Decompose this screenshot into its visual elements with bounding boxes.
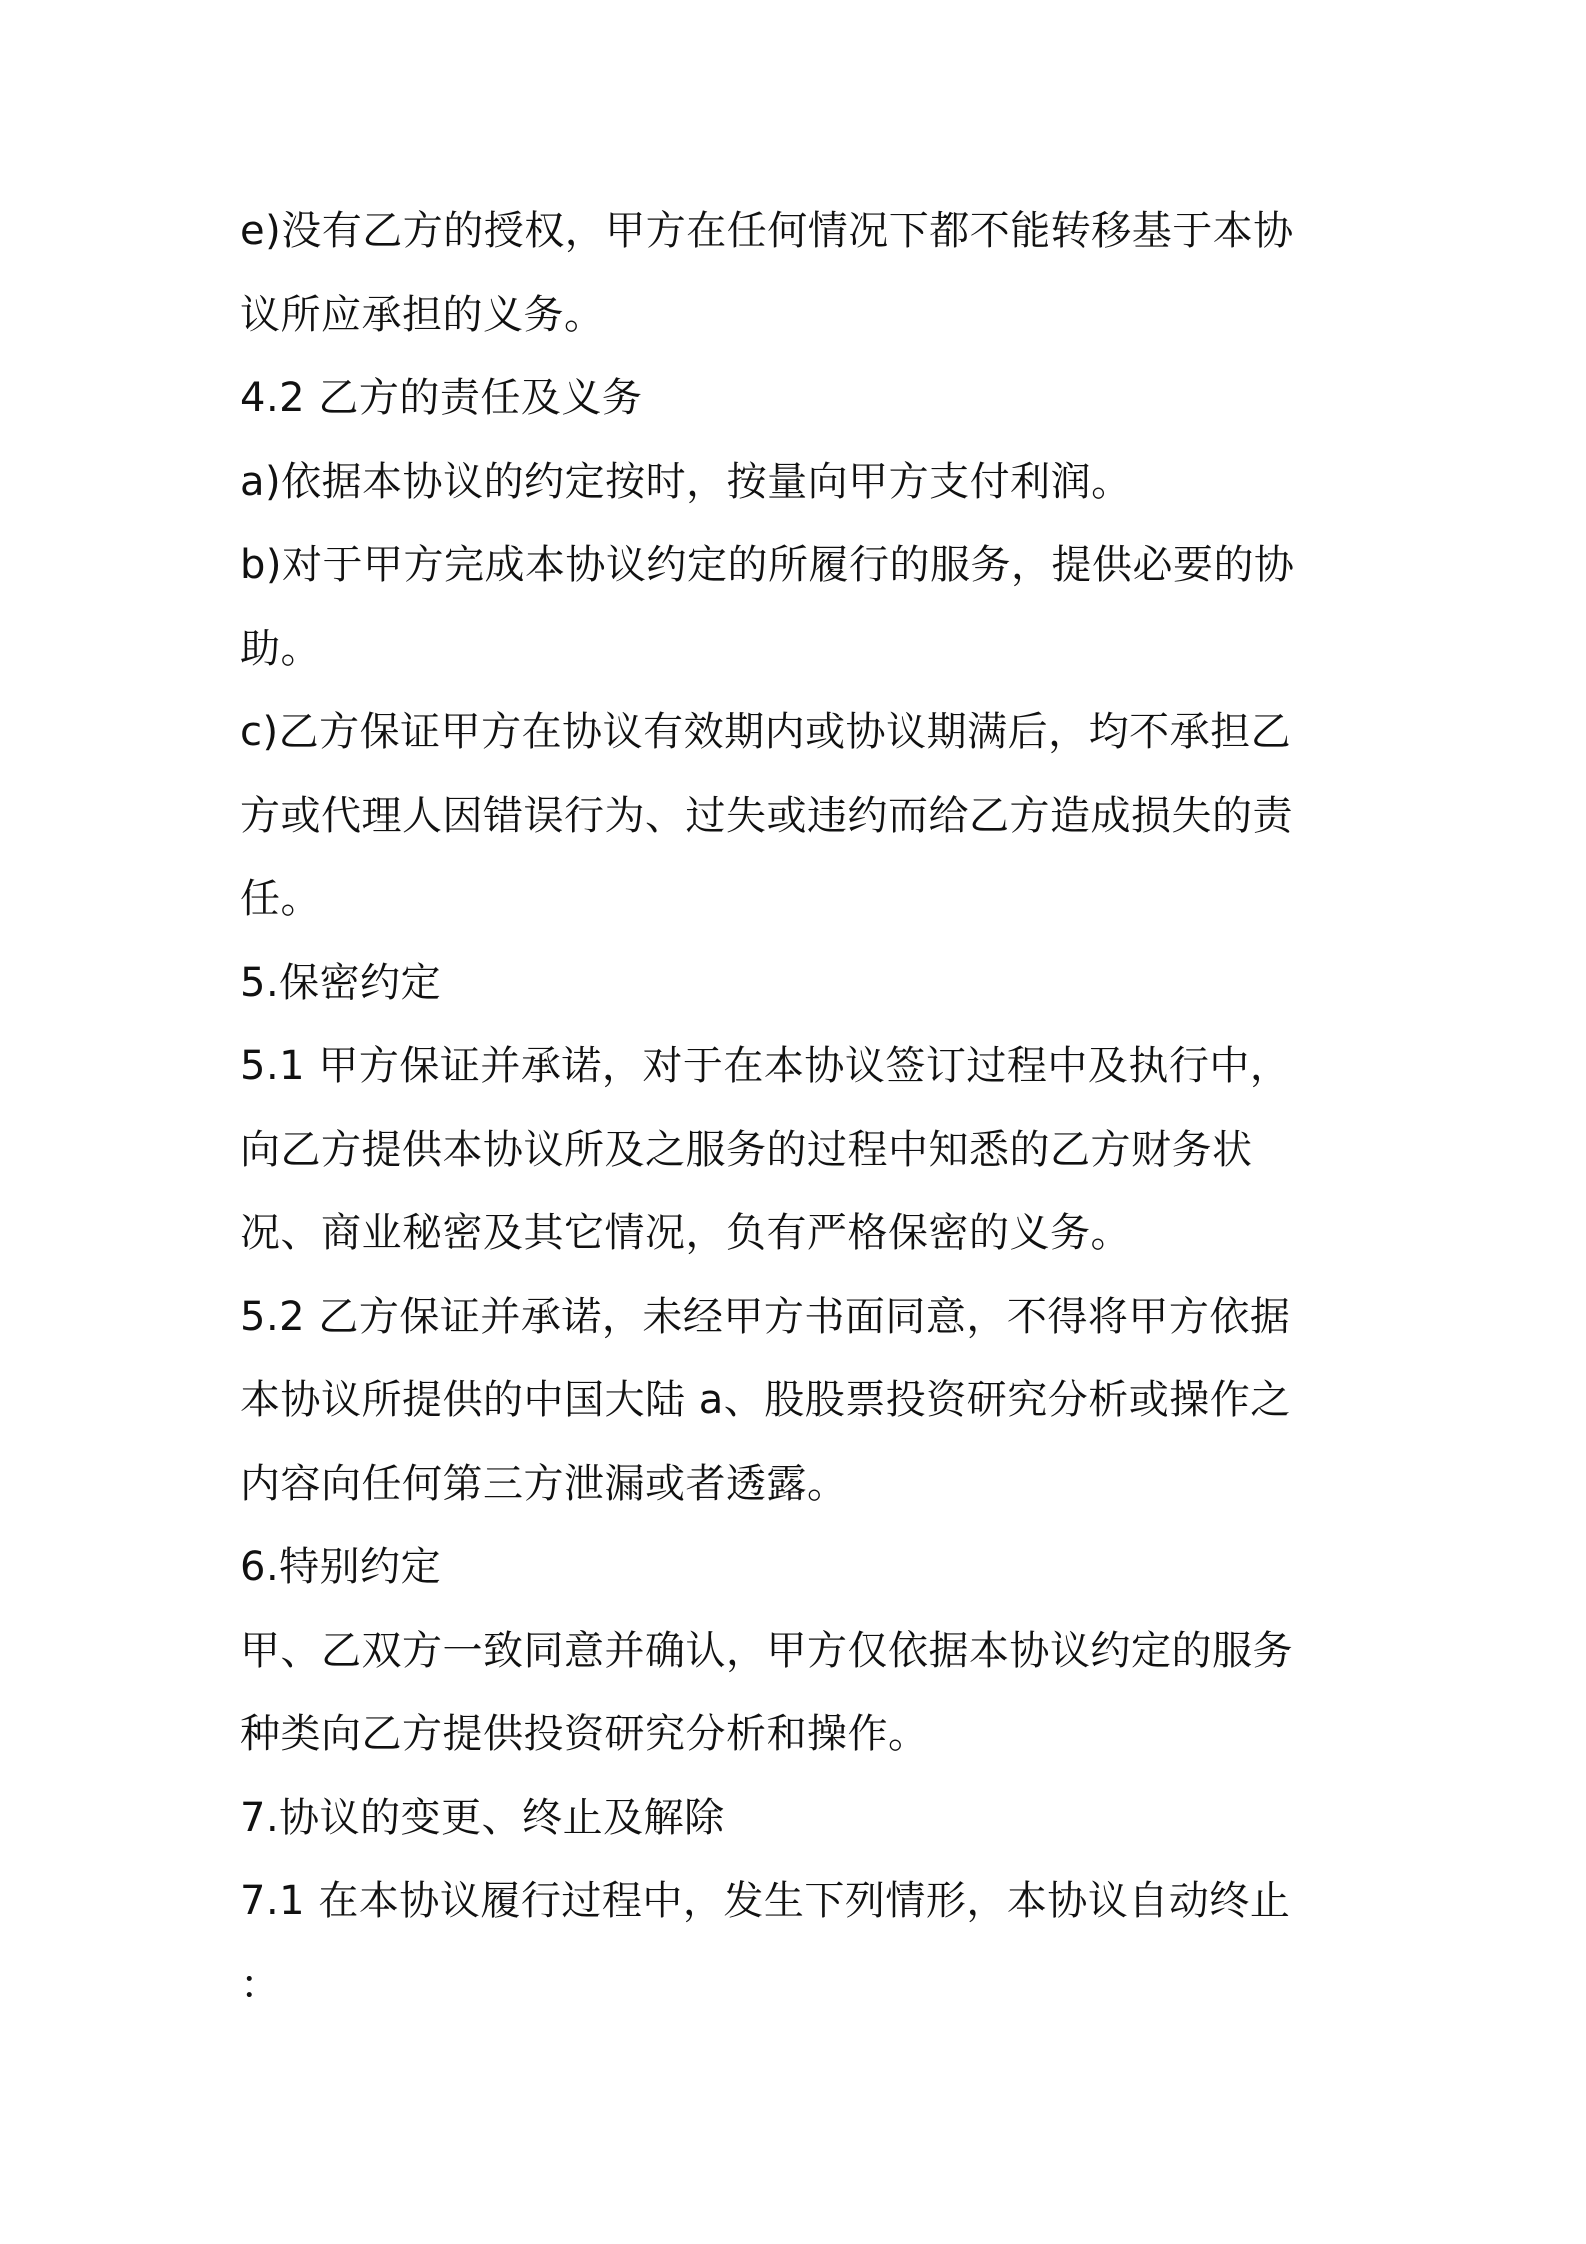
document-page: [240, 190, 1355, 2027]
text-line: e)没有乙方的授权，甲方在任何情况下都不能转移基于本协: [240, 208, 1294, 254]
text-line: 况、商业秘密及其它情况，负有严格保密的义务。: [240, 1210, 1131, 1256]
section-heading: 5.保密约定: [240, 959, 442, 1006]
text-line: 助。: [240, 625, 321, 672]
text-line: 7.1 在本协议履行过程中，发生下列情形，本协议自动终止: [240, 1878, 1291, 1924]
text-line: 5.1 甲方保证并承诺，对于在本协议签订过程中及执行中，: [240, 1043, 1291, 1089]
text-line: ：: [240, 1961, 281, 2008]
text-line: 任。: [240, 876, 321, 922]
text-line: 5.2 乙方保证并承诺，未经甲方书面同意，不得将甲方依据: [240, 1293, 1291, 1340]
text-line: 方或代理人因错误行为、过失或违约而给乙方造成损失的责: [240, 792, 1293, 839]
text-line: 向乙方提供本协议所及之服务的过程中知悉的乙方财务状: [240, 1126, 1253, 1173]
section-heading: 7.协议的变更、终止及解除: [240, 1794, 725, 1841]
text-line: 本协议所提供的中国大陆 a、股股票投资研究分析或操作之: [240, 1377, 1291, 1423]
text-line: b)对于甲方完成本协议约定的所履行的服务，提供必要的协: [240, 542, 1295, 588]
text-line: a)依据本协议的约定按时，按量向甲方支付利润。: [240, 458, 1132, 505]
section-heading: 6.特别约定: [240, 1544, 442, 1590]
text-line: 甲、乙双方一致同意并确认，甲方仅依据本协议约定的服务: [240, 1627, 1293, 1674]
section-heading: 4.2 乙方的责任及义务: [240, 375, 643, 421]
text-line: 种类向乙方提供投资研究分析和操作。: [240, 1711, 929, 1757]
text-line: 议所应承担的义务。: [240, 291, 605, 338]
text-line: 内容向任何第三方泄漏或者透露。: [240, 1460, 848, 1507]
text-line: c)乙方保证甲方在协议有效期内或协议期满后，均不承担乙: [240, 709, 1292, 755]
